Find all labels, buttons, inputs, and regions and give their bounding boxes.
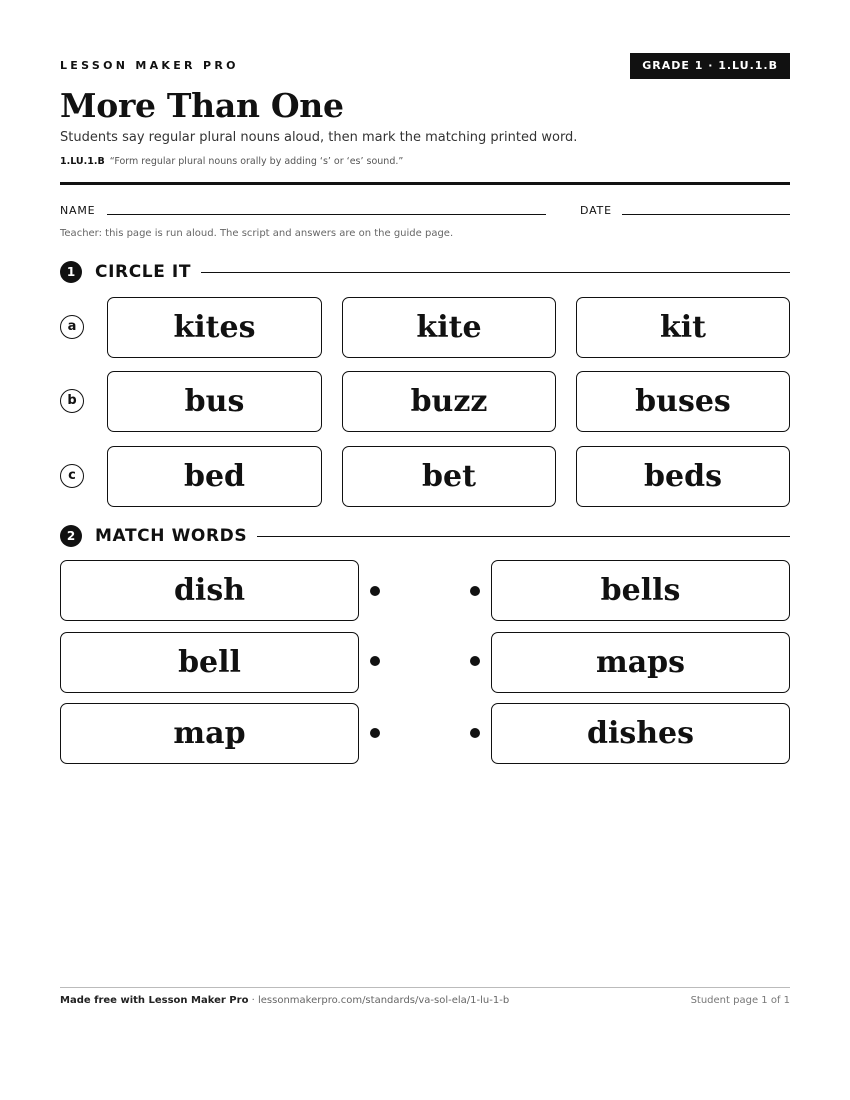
brand-name: LESSON MAKER PRO [60, 59, 239, 72]
word-option[interactable]: kit [576, 297, 790, 358]
match-dot-right[interactable] [470, 656, 480, 666]
word-option[interactable]: kite [342, 297, 556, 358]
word-option[interactable]: bet [342, 446, 556, 507]
standard-line [60, 156, 403, 167]
match-dot-left[interactable] [370, 586, 380, 596]
date-field[interactable] [622, 214, 790, 215]
match-right-word[interactable]: bells [491, 560, 790, 621]
word-option[interactable]: bed [107, 446, 322, 507]
row-letter: b [60, 389, 84, 413]
match-left-word[interactable]: map [60, 703, 359, 764]
teacher-note: Teacher: this page is run aloud. The script and answers are on the guide page. [60, 228, 454, 239]
row-letter: c [60, 464, 84, 488]
name-label: NAME [60, 204, 96, 217]
match-dot-right[interactable] [470, 586, 480, 596]
section-circle-it [60, 260, 790, 284]
word-option[interactable]: beds [576, 446, 790, 507]
standard-text: “Form regular plural nouns orally by adding ‘s’ or ‘es’ sound.” [109, 156, 404, 167]
section-number: 2 [60, 525, 82, 547]
word-option[interactable]: kites [107, 297, 322, 358]
footer-divider [60, 987, 790, 988]
match-right-word[interactable]: maps [491, 632, 790, 693]
word-option[interactable]: buzz [342, 371, 556, 432]
section-title: CIRCLE IT [95, 260, 201, 284]
grade-badge: GRADE 1 · 1.LU.1.B [630, 53, 790, 79]
name-field[interactable] [107, 214, 546, 215]
header-divider [60, 182, 790, 185]
section-match-words [60, 524, 790, 548]
worksheet-page [60, 0, 790, 1100]
section-title: MATCH WORDS [95, 524, 257, 548]
match-left-word[interactable]: dish [60, 560, 359, 621]
row-letter: a [60, 315, 84, 339]
section-number: 1 [60, 261, 82, 283]
footer-page-number: Student page 1 of 1 [690, 995, 790, 1006]
standard-code: 1.LU.1.B [60, 156, 105, 167]
footer-credit [60, 995, 509, 1006]
match-dot-right[interactable] [470, 728, 480, 738]
page-subtitle: Students say regular plural nouns aloud, then mark the matching printed word. [60, 130, 578, 145]
footer-made-with: Made free with Lesson Maker Pro [60, 995, 249, 1006]
match-dot-left[interactable] [370, 728, 380, 738]
word-option[interactable]: bus [107, 371, 322, 432]
match-left-word[interactable]: bell [60, 632, 359, 693]
word-option[interactable]: buses [576, 371, 790, 432]
date-label: DATE [580, 204, 612, 217]
page-title: More Than One [60, 86, 344, 125]
footer-url[interactable]: · lessonmakerpro.com/standards/va-sol-ela/1-lu-1-b [248, 995, 510, 1006]
match-right-word[interactable]: dishes [491, 703, 790, 764]
match-dot-left[interactable] [370, 656, 380, 666]
